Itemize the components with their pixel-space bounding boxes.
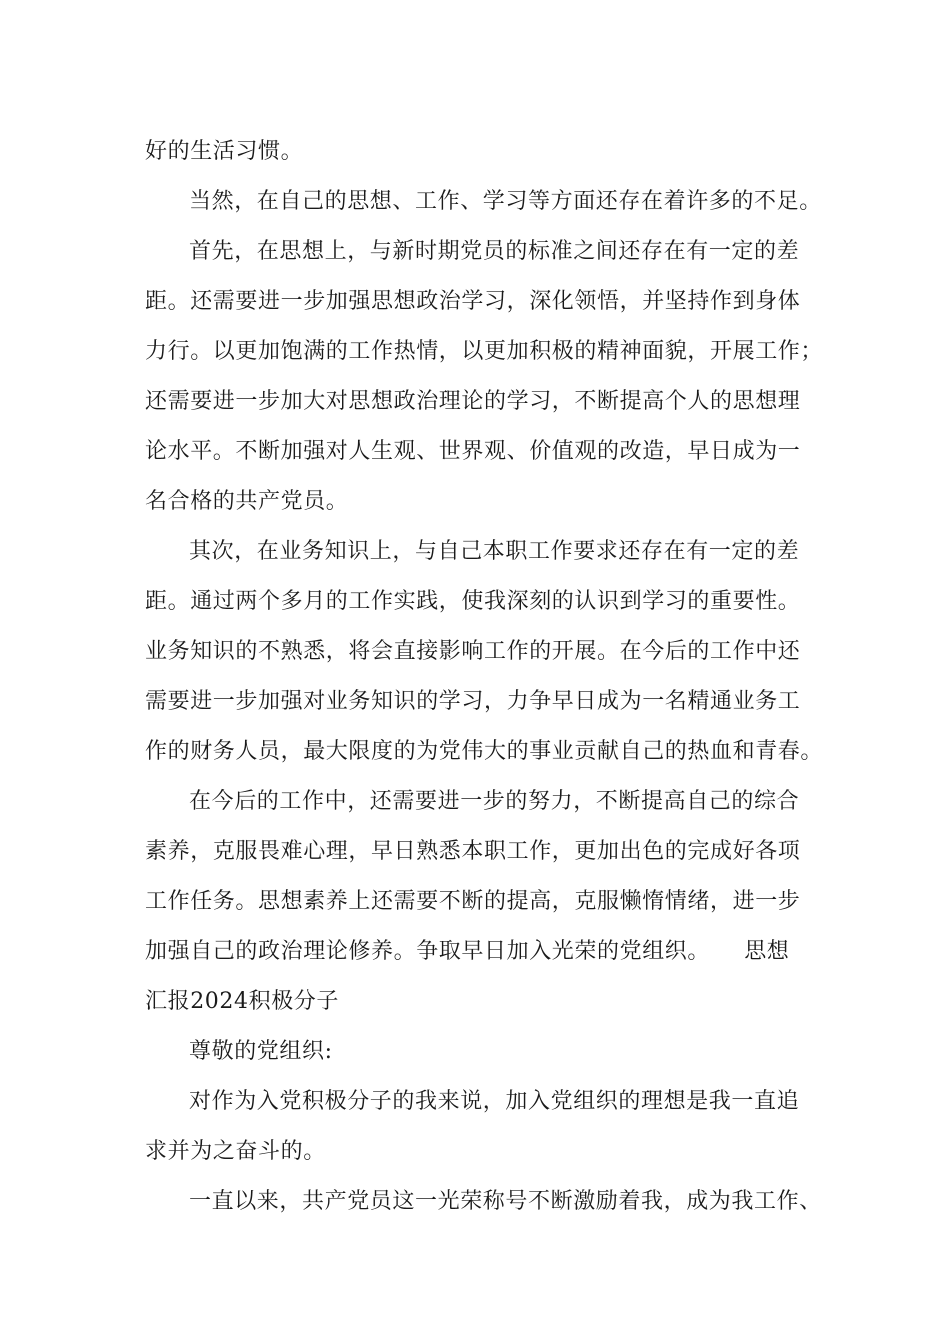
text-line: 求并为之奋斗的。 (145, 1139, 326, 1164)
text-line: 需要进一步加强对业务知识的学习，力争早日成为一名精通业务工 (145, 689, 801, 714)
text-line: 工作任务。思想素养上还需要不断的提高，克服懒惰情绪，进一步 (145, 889, 801, 914)
text-line: 距。还需要进一步加强思想政治学习，深化领悟，并坚持作到身体 (145, 289, 801, 314)
text-line: 还需要进一步加大对思想政治理论的学习，不断提高个人的思想理 (145, 389, 801, 414)
text-line: 素养，克服畏难心理，早日熟悉本职工作，更加出色的完成好各项 (145, 839, 801, 864)
text-line: 当然，在自己的思想、工作、学习等方面还存在着许多的不足。 (189, 189, 822, 214)
text-line: 尊敬的党组织: (189, 1039, 333, 1064)
text-line: 距。通过两个多月的工作实践，使我深刻的认识到学习的重要性。 (145, 589, 801, 614)
text-line: 一直以来，共产党员这一光荣称号不断激励着我，成为我工作、 (189, 1189, 822, 1214)
text-line: 作的财务人员，最大限度的为党伟大的事业贡献自己的热血和青春。 (145, 739, 824, 764)
text-line: 力行。以更加饱满的工作热情，以更加积极的精神面貌，开展工作； (145, 339, 824, 364)
text-line: 其次，在业务知识上，与自己本职工作要求还存在有一定的差 (189, 539, 800, 564)
text-line: 对作为入党积极分子的我来说，加入党组织的理想是我一直追 (189, 1089, 800, 1114)
text-line: 汇报2024积极分子 (145, 989, 339, 1014)
text-line: 加强自己的政治理论修养。争取早日加入光荣的党组织。 思想 (145, 939, 790, 964)
text-line: 首先，在思想上，与新时期党员的标准之间还存在有一定的差 (189, 239, 800, 264)
text-line: 名合格的共产党员。 (145, 489, 349, 514)
text-line: 业务知识的不熟悉，将会直接影响工作的开展。在今后的工作中还 (145, 639, 801, 664)
text-line: 在今后的工作中，还需要进一步的努力，不断提高自己的综合 (189, 789, 800, 814)
text-line: 好的生活习惯。 (145, 139, 304, 164)
text-line: 论水平。不断加强对人生观、世界观、价值观的改造，早日成为一 (145, 439, 801, 464)
